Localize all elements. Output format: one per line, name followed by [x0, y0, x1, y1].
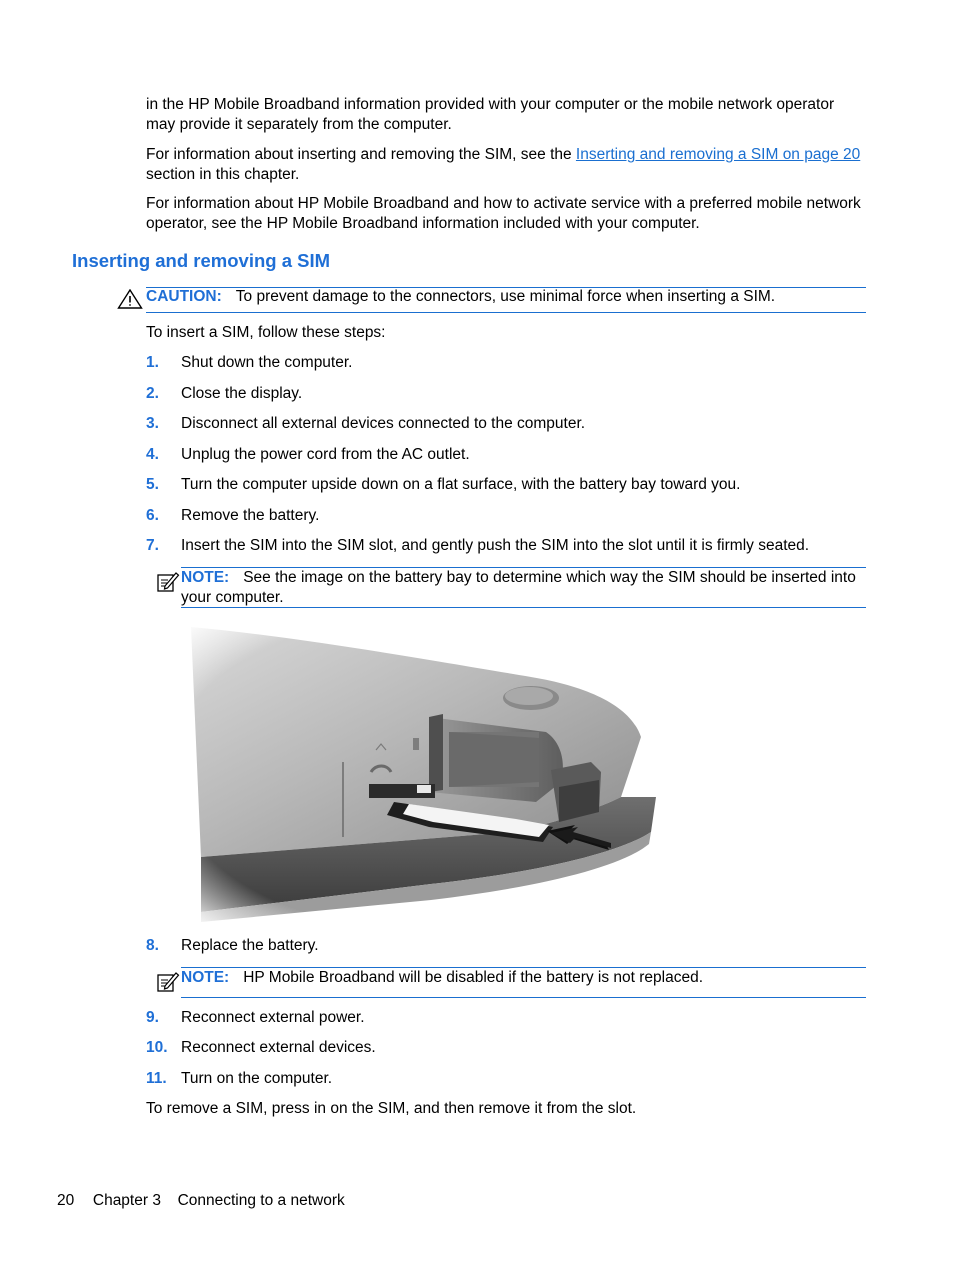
- list-item: [146, 536, 866, 556]
- caution-box: [146, 287, 866, 313]
- list-item: [146, 1038, 866, 1058]
- step-number: 11.: [146, 1070, 167, 1087]
- note-box: [181, 567, 866, 608]
- step-text: Unplug the power cord from the AC outlet.: [181, 446, 470, 463]
- chapter-title: Connecting to a network: [177, 1192, 345, 1209]
- insert-intro-text: To insert a SIM, follow these steps:: [146, 324, 386, 341]
- intro-paragraph-3: For information about HP Mobile Broadband and how to activate service with a preferred mobile network operator, see the HP Mobile Broadband information included with your computer.: [146, 195, 861, 232]
- page-number: 20: [57, 1192, 75, 1209]
- section-heading: Inserting and removing a SIM: [72, 250, 331, 271]
- step-number: 2.: [146, 385, 159, 402]
- list-item: [146, 445, 866, 465]
- chapter-number: Chapter 3: [92, 1192, 161, 1209]
- step-text: Insert the SIM into the SIM slot, and gently push the SIM into the slot until it is firmly seated.: [181, 537, 810, 554]
- step-text: Disconnect all external devices connected to the computer.: [181, 415, 586, 432]
- step-text: Close the display.: [181, 385, 303, 402]
- list-item: [146, 353, 866, 373]
- step-number: 7.: [146, 537, 159, 554]
- section-cross-reference-link[interactable]: Inserting and removing a SIM on page 20: [575, 146, 861, 163]
- remove-sim-text: To remove a SIM, press in on the SIM, and then remove it from the slot.: [146, 1100, 637, 1117]
- list-item: [146, 414, 866, 434]
- caution-text: To prevent damage to the connectors, use minimal force when inserting a SIM.: [235, 288, 776, 305]
- list-item: [146, 936, 866, 956]
- warning-triangle-icon: [117, 289, 143, 309]
- step-text: Turn the computer upside down on a flat surface, with the battery bay toward you.: [181, 476, 741, 493]
- step-number: 6.: [146, 507, 159, 524]
- step-text: Reconnect external devices.: [181, 1039, 376, 1056]
- intro-paragraph-2-prefix: For information about inserting and removing the SIM, see the: [146, 146, 576, 163]
- list-item: [146, 1008, 866, 1028]
- note-pencil-icon: [156, 970, 180, 994]
- intro-paragraph-2-suffix: section in this chapter.: [146, 165, 300, 183]
- step-text: Turn on the computer.: [181, 1070, 333, 1087]
- step-text: Remove the battery.: [181, 507, 320, 524]
- step-number: 5.: [146, 476, 159, 493]
- intro-paragraph-1: in the HP Mobile Broadband information provided with your computer or the mobile network operator may provide it separately from the computer.: [146, 96, 835, 133]
- step-number: 4.: [146, 446, 159, 463]
- note-text: HP Mobile Broadband will be disabled if the battery is not replaced.: [243, 969, 704, 986]
- step-text: Shut down the computer.: [181, 354, 353, 371]
- intro-paragraph-2: [146, 145, 862, 184]
- list-item: [146, 506, 866, 526]
- step-number: 10.: [146, 1039, 168, 1056]
- note-text: See the image on the battery bay to determine which way the SIM should be inserted into your computer.: [181, 569, 856, 606]
- step-number: 8.: [146, 937, 159, 954]
- step-number: 9.: [146, 1009, 159, 1026]
- step-text: Replace the battery.: [181, 937, 319, 954]
- sim-insertion-illustration: [181, 622, 661, 922]
- step-number: 3.: [146, 415, 159, 432]
- step-text: Reconnect external power.: [181, 1009, 365, 1026]
- list-item: [146, 384, 866, 404]
- note-label: NOTE:: [181, 969, 230, 986]
- caution-label: CAUTION:: [146, 288, 222, 305]
- note-box: [181, 967, 866, 998]
- list-item: [146, 1069, 866, 1089]
- page-footer: [57, 1191, 345, 1211]
- note-label: NOTE:: [181, 569, 230, 586]
- list-item: [146, 475, 866, 495]
- note-pencil-icon: [156, 570, 180, 594]
- step-number: 1.: [146, 354, 159, 371]
